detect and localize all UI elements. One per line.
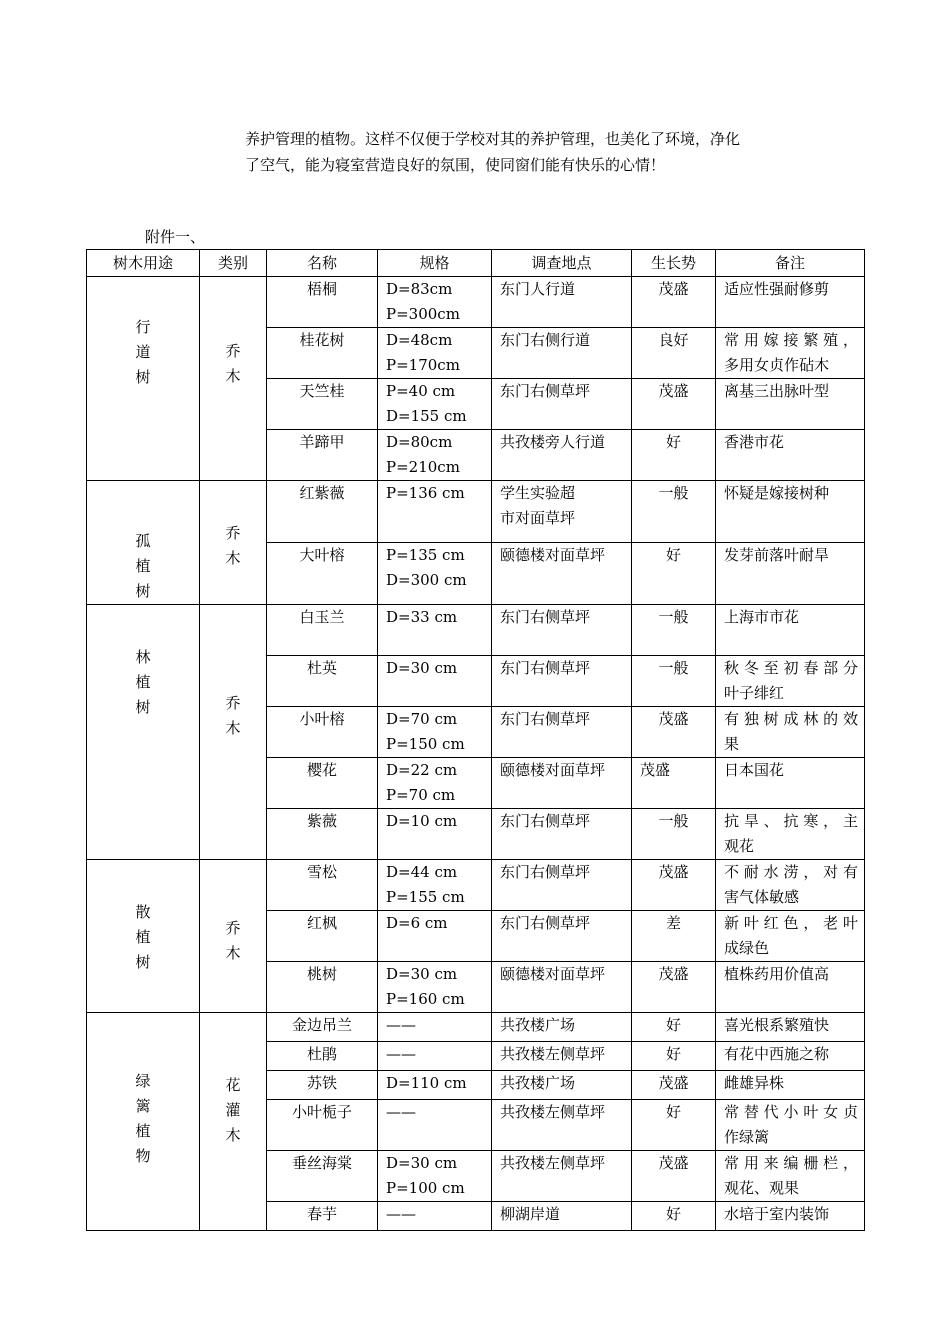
spec-line: P=150 cm bbox=[386, 735, 465, 753]
note-line: 上海市市花 bbox=[724, 608, 800, 626]
growth-cell: 茂盛 bbox=[632, 758, 716, 809]
location-cell bbox=[492, 1151, 632, 1202]
growth-cell: 一般 bbox=[632, 605, 716, 656]
spec-line: P=136 cm bbox=[386, 484, 465, 502]
location-line: 东门右侧草坪 bbox=[500, 812, 591, 830]
spec-line: D=110 cm bbox=[386, 1074, 467, 1092]
header-spec: 规格 bbox=[378, 250, 492, 277]
location-cell bbox=[492, 860, 632, 911]
location-cell bbox=[492, 758, 632, 809]
location-line: 共孜楼广场 bbox=[500, 1074, 576, 1092]
location-cell bbox=[492, 1202, 632, 1231]
note-cell bbox=[716, 543, 865, 605]
plant-name: 樱花 bbox=[267, 758, 378, 809]
spec-cell bbox=[378, 911, 492, 962]
use-label: 绿篱植物 bbox=[135, 1072, 151, 1165]
spec-line: D=44 cm bbox=[386, 863, 458, 881]
plant-name: 白玉兰 bbox=[267, 605, 378, 656]
spec-line: P=210cm bbox=[386, 458, 460, 476]
table-header-row bbox=[87, 250, 865, 277]
growth-cell: 茂盛 bbox=[632, 1151, 716, 1202]
plant-name: 红枫 bbox=[267, 911, 378, 962]
spec-cell bbox=[378, 605, 492, 656]
table-body bbox=[87, 277, 865, 1231]
spec-line: D=30 cm bbox=[386, 965, 458, 983]
location-line: 东门右侧草坪 bbox=[500, 914, 591, 932]
location-line: 颐德楼对面草坪 bbox=[500, 965, 606, 983]
spec-cell bbox=[378, 1013, 492, 1042]
location-line: 颐德楼对面草坪 bbox=[500, 546, 606, 564]
note-line: 香港市花 bbox=[724, 433, 785, 451]
spec-cell bbox=[378, 1042, 492, 1071]
growth-cell: 好 bbox=[632, 430, 716, 481]
spec-line: P=100 cm bbox=[386, 1179, 465, 1197]
growth-cell: 茂盛 bbox=[632, 962, 716, 1013]
note-line: 日本国花 bbox=[724, 761, 785, 779]
table-row bbox=[87, 481, 865, 543]
header-use: 树木用途 bbox=[87, 250, 200, 277]
note-line: 抗旱、抗寒，主 bbox=[724, 812, 858, 830]
growth-cell: 茂盛 bbox=[632, 1071, 716, 1100]
note-line: 常用来编栅栏， bbox=[724, 1154, 858, 1172]
location-line: 东门右侧草坪 bbox=[500, 863, 591, 881]
spec-cell bbox=[378, 656, 492, 707]
category-label: 乔木 bbox=[225, 919, 241, 962]
spec-line: D=80cm bbox=[386, 433, 453, 451]
note-line: 新叶红色，老叶 bbox=[724, 914, 858, 932]
note-cell bbox=[716, 605, 865, 656]
growth-cell: 茂盛 bbox=[632, 860, 716, 911]
header-note: 备注 bbox=[716, 250, 865, 277]
location-line: 东门右侧草坪 bbox=[500, 608, 591, 626]
plant-name: 小叶榕 bbox=[267, 707, 378, 758]
intro-line-1: 养护管理的植物。这样不仅便于学校对其的养护管理，也美化了环境，净化 bbox=[245, 130, 741, 148]
category-label: 乔木 bbox=[225, 524, 241, 567]
spec-cell bbox=[378, 809, 492, 860]
note-cell bbox=[716, 430, 865, 481]
growth-cell: 好 bbox=[632, 1100, 716, 1151]
note-line: 喜光根系繁殖快 bbox=[724, 1016, 830, 1034]
plant-name: 杜鹃 bbox=[267, 1042, 378, 1071]
location-line: 市对面草坪 bbox=[500, 509, 576, 527]
spec-cell bbox=[378, 1100, 492, 1151]
growth-cell: 一般 bbox=[632, 481, 716, 543]
spec-line: D=30 cm bbox=[386, 659, 458, 677]
growth-cell: 良好 bbox=[632, 328, 716, 379]
category-cell bbox=[200, 605, 267, 860]
growth-cell: 一般 bbox=[632, 809, 716, 860]
location-cell bbox=[492, 605, 632, 656]
location-line: 东门人行道 bbox=[500, 280, 576, 298]
location-line: 共孜楼左侧草坪 bbox=[500, 1103, 606, 1121]
note-cell bbox=[716, 1100, 865, 1151]
category-cell bbox=[200, 481, 267, 605]
category-label: 花灌木 bbox=[225, 1076, 241, 1144]
note-cell bbox=[716, 809, 865, 860]
attachment-caption: 附件一、 bbox=[145, 228, 206, 246]
spec-line: —— bbox=[386, 1103, 416, 1121]
location-line: 东门右侧行道 bbox=[500, 331, 591, 349]
note-line: 有独树成林的效 bbox=[724, 710, 858, 728]
header-growth: 生长势 bbox=[632, 250, 716, 277]
spec-line: D=48cm bbox=[386, 331, 453, 349]
use-label: 林植树 bbox=[135, 648, 151, 716]
location-cell bbox=[492, 656, 632, 707]
plant-name: 金边吊兰 bbox=[267, 1013, 378, 1042]
note-cell bbox=[716, 1013, 865, 1042]
location-cell bbox=[492, 707, 632, 758]
location-cell bbox=[492, 543, 632, 605]
plant-name: 苏铁 bbox=[267, 1071, 378, 1100]
note-cell bbox=[716, 758, 865, 809]
location-cell bbox=[492, 328, 632, 379]
use-label: 孤植树 bbox=[135, 532, 151, 600]
intro-paragraph bbox=[245, 126, 825, 178]
growth-cell: 好 bbox=[632, 1042, 716, 1071]
location-cell bbox=[492, 379, 632, 430]
location-cell bbox=[492, 1100, 632, 1151]
category-cell bbox=[200, 860, 267, 1013]
note-cell bbox=[716, 1202, 865, 1231]
spec-line: P=40 cm bbox=[386, 382, 456, 400]
location-line: 共孜楼广场 bbox=[500, 1016, 576, 1034]
category-cell bbox=[200, 1013, 267, 1231]
spec-cell bbox=[378, 1151, 492, 1202]
growth-cell: 好 bbox=[632, 1013, 716, 1042]
note-cell bbox=[716, 1042, 865, 1071]
table-row bbox=[87, 277, 865, 328]
table-row bbox=[87, 605, 865, 656]
location-cell bbox=[492, 277, 632, 328]
spec-line: —— bbox=[386, 1045, 416, 1063]
location-line: 共孜楼旁人行道 bbox=[500, 433, 606, 451]
note-cell bbox=[716, 707, 865, 758]
note-line: 观花 bbox=[724, 837, 755, 855]
note-cell bbox=[716, 911, 865, 962]
spec-cell bbox=[378, 543, 492, 605]
note-line: 害气体敏感 bbox=[724, 888, 800, 906]
spec-cell bbox=[378, 1202, 492, 1231]
note-cell bbox=[716, 860, 865, 911]
spec-cell bbox=[378, 860, 492, 911]
spec-cell bbox=[378, 1071, 492, 1100]
spec-line: D=33 cm bbox=[386, 608, 458, 626]
spec-line: P=135 cm bbox=[386, 546, 465, 564]
use-label: 行道树 bbox=[135, 318, 151, 386]
spec-line: P=155 cm bbox=[386, 888, 465, 906]
category-cell bbox=[200, 277, 267, 481]
spec-line: D=83cm bbox=[386, 280, 453, 298]
category-label: 乔木 bbox=[225, 342, 241, 385]
location-cell bbox=[492, 911, 632, 962]
location-cell bbox=[492, 962, 632, 1013]
location-cell bbox=[492, 430, 632, 481]
note-cell bbox=[716, 328, 865, 379]
plant-name: 杜英 bbox=[267, 656, 378, 707]
location-line: 共孜楼左侧草坪 bbox=[500, 1154, 606, 1172]
header-location: 调查地点 bbox=[492, 250, 632, 277]
plant-name: 桃树 bbox=[267, 962, 378, 1013]
spec-line: P=160 cm bbox=[386, 990, 465, 1008]
plant-name: 小叶栀子 bbox=[267, 1100, 378, 1151]
spec-line: —— bbox=[386, 1205, 416, 1223]
note-line: 发芽前落叶耐旱 bbox=[724, 546, 830, 564]
note-line: 成绿色 bbox=[724, 939, 770, 957]
use-cell bbox=[87, 481, 200, 605]
table-row bbox=[87, 860, 865, 911]
category-label: 乔木 bbox=[225, 694, 241, 737]
note-line: 果 bbox=[724, 735, 740, 753]
growth-cell: 茂盛 bbox=[632, 707, 716, 758]
plant-name: 桂花树 bbox=[267, 328, 378, 379]
plant-name: 红紫薇 bbox=[267, 481, 378, 543]
use-cell bbox=[87, 860, 200, 1013]
spec-cell bbox=[378, 379, 492, 430]
growth-cell: 一般 bbox=[632, 656, 716, 707]
note-line: 观花、观果 bbox=[724, 1179, 800, 1197]
location-line: 东门右侧草坪 bbox=[500, 382, 591, 400]
growth-cell: 差 bbox=[632, 911, 716, 962]
location-cell bbox=[492, 809, 632, 860]
location-cell bbox=[492, 481, 632, 543]
note-line: 常用嫁接繁殖， bbox=[724, 331, 858, 349]
spec-line: D=300 cm bbox=[386, 571, 467, 589]
note-line: 秋冬至初春部分 bbox=[724, 659, 858, 677]
note-line: 适应性强耐修剪 bbox=[724, 280, 830, 298]
note-line: 作绿篱 bbox=[724, 1128, 770, 1146]
location-line: 柳湖岸道 bbox=[500, 1205, 561, 1223]
location-line: 颐德楼对面草坪 bbox=[500, 761, 606, 779]
location-line: 东门右侧草坪 bbox=[500, 659, 591, 677]
note-cell bbox=[716, 962, 865, 1013]
note-line: 植株药用价值高 bbox=[724, 965, 830, 983]
spec-line: D=6 cm bbox=[386, 914, 448, 932]
spec-line: P=70 cm bbox=[386, 786, 456, 804]
spec-line: D=10 cm bbox=[386, 812, 458, 830]
note-line: 怀疑是嫁接树种 bbox=[724, 484, 830, 502]
location-line: 共孜楼左侧草坪 bbox=[500, 1045, 606, 1063]
spec-line: D=22 cm bbox=[386, 761, 458, 779]
use-label: 散植树 bbox=[135, 903, 151, 971]
header-name: 名称 bbox=[267, 250, 378, 277]
table-row bbox=[87, 1013, 865, 1042]
note-line: 离基三出脉叶型 bbox=[724, 382, 830, 400]
note-line: 雌雄异株 bbox=[724, 1074, 785, 1092]
tree-survey-table bbox=[86, 249, 865, 1231]
intro-line-2: 了空气，能为寝室营造良好的氛围，使同窗们能有快乐的心情！ bbox=[245, 156, 666, 174]
plant-name: 天竺桂 bbox=[267, 379, 378, 430]
spec-line: P=170cm bbox=[386, 356, 460, 374]
use-cell bbox=[87, 277, 200, 481]
spec-line: D=70 cm bbox=[386, 710, 458, 728]
spec-line: D=30 cm bbox=[386, 1154, 458, 1172]
plant-name: 雪松 bbox=[267, 860, 378, 911]
use-cell bbox=[87, 1013, 200, 1231]
note-cell bbox=[716, 1071, 865, 1100]
plant-name: 梧桐 bbox=[267, 277, 378, 328]
use-cell bbox=[87, 605, 200, 860]
location-cell bbox=[492, 1013, 632, 1042]
spec-cell bbox=[378, 707, 492, 758]
spec-cell bbox=[378, 962, 492, 1013]
note-line: 常替代小叶女贞 bbox=[724, 1103, 858, 1121]
location-cell bbox=[492, 1071, 632, 1100]
plant-name: 大叶榕 bbox=[267, 543, 378, 605]
spec-line: P=300cm bbox=[386, 305, 460, 323]
spec-cell bbox=[378, 758, 492, 809]
spec-cell bbox=[378, 481, 492, 543]
note-cell bbox=[716, 481, 865, 543]
note-line: 有花中西施之称 bbox=[724, 1045, 830, 1063]
spec-line: D=155 cm bbox=[386, 407, 467, 425]
location-cell bbox=[492, 1042, 632, 1071]
plant-name: 垂丝海棠 bbox=[267, 1151, 378, 1202]
location-line: 东门右侧草坪 bbox=[500, 710, 591, 728]
note-cell bbox=[716, 1151, 865, 1202]
spec-cell bbox=[378, 328, 492, 379]
note-cell bbox=[716, 656, 865, 707]
spec-line: —— bbox=[386, 1016, 416, 1034]
plant-name: 羊蹄甲 bbox=[267, 430, 378, 481]
growth-cell: 好 bbox=[632, 543, 716, 605]
plant-name: 紫薇 bbox=[267, 809, 378, 860]
note-line: 水培于室内装饰 bbox=[724, 1205, 830, 1223]
spec-cell bbox=[378, 430, 492, 481]
plant-name: 春芋 bbox=[267, 1202, 378, 1231]
note-line: 多用女贞作砧木 bbox=[724, 356, 830, 374]
note-cell bbox=[716, 379, 865, 430]
growth-cell: 茂盛 bbox=[632, 277, 716, 328]
note-cell bbox=[716, 277, 865, 328]
growth-cell: 茂盛 bbox=[632, 379, 716, 430]
growth-cell: 好 bbox=[632, 1202, 716, 1231]
note-line: 不耐水涝，对有 bbox=[724, 863, 858, 881]
location-line: 学生实验超 bbox=[500, 484, 576, 502]
note-line: 叶子绯红 bbox=[724, 684, 785, 702]
header-category: 类别 bbox=[200, 250, 267, 277]
spec-cell bbox=[378, 277, 492, 328]
